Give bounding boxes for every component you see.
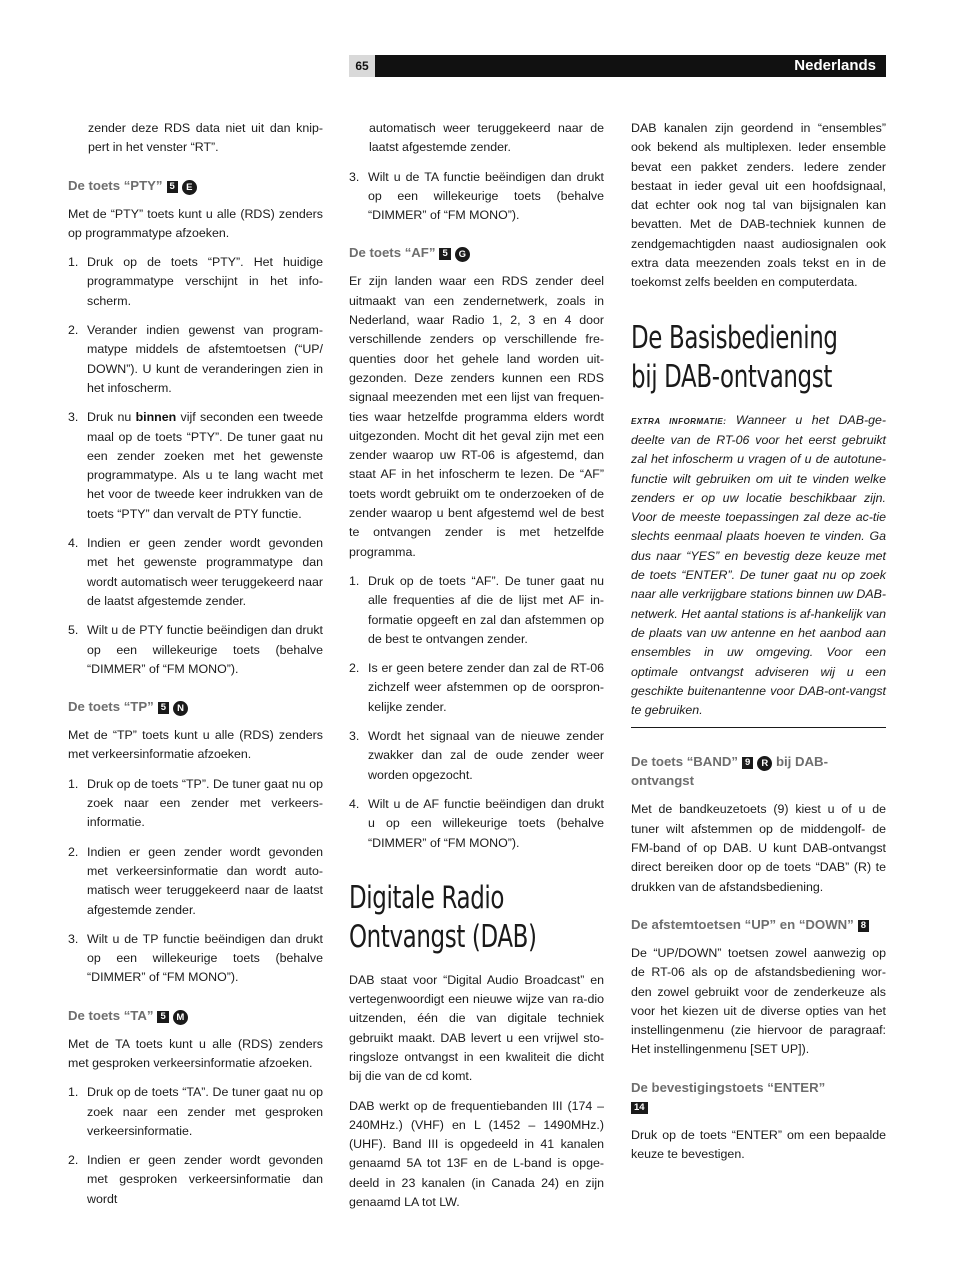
extra-info-label: EXTRA INFORMATIE: [631,416,727,426]
paragraph: automatisch weer teruggekeerd naar de laatst afgestemde zender. [369,121,604,155]
heading-pty: De toets “PTY” 5 E [68,176,323,195]
list-item: 2. Indien er geen zender wordt gevonden met verkeersinformatie dan wordt auto-matisch weer teruggekeerd naar de laatst afgestemde zender. [68,844,323,917]
key-badge: 5 [157,1011,168,1023]
paragraph: DAB staat voor “Digital Audio Broadcast” en vertegenwoordigt een nieuwe wijze van ra-dio uitzenden, één die van digitale techniek gebruikt maakt. DAB levert u een vrijwel sto-ringsloze ontvangst in een kwaliteit die dicht bij die van de cd komt. [349,972,604,1084]
remote-key-circle: M [173,1010,188,1025]
list-item: 2. Is er geen betere zender dan zal de RT-06 zichzelf weer afstemmen op de oorspron-kelijke zender. [349,661,604,714]
section-title-dab: Digitale Radio Ontvangst (DAB) [349,879,537,955]
extra-info-box: EXTRA INFORMATIE: Wanneer u het DAB-ge-deelte van de RT-06 voor het eerst gebruikt zal het infoscherm u vragen of u de autotune-functie wilt gebruiken om uit te vinden welke zenders er op uw locatie beschikbaar zijn. Voor de meeste toepassingen zal deze ac-tie slechts eenmaal plaats hoeven te vinden. Ga dus naar “YES” en bevestig deze keuze met de toets “ENTER”. De tuner gaat nu op zoek naar alle verkrijgbare stations binnen uw DAB-netwerk. Het aantal stations is af-hankelijk van de plaats van uw antenne en het aanbod aan ensembles in uw omgeving. Voor een optimale ontvangst adviseren wij u een geschikte buitenantenne voor DAB-ont-vangst te gebruiken. [631,411,886,729]
key-badge: 5 [439,248,450,260]
key-badge: 9 [742,757,753,769]
ta-steps-cont [349,168,604,226]
paragraph: DAB kanalen zijn geordend in “ensembles” ook bekend als multiplexen. Ieder ensemble bevat een pakket zenders. Iedere zender bestaat in ieder geval uit een hoofdsignaal, dat echter ook nog tal van bijsignalen kan bevatten. Met de DAB-techniek kunnen de zendgemachtigden naast audiosignalen ook extra data meezenden zoals tekst en in de toekomst zelfs beelden en computerdata. [631,121,886,290]
column-2 [349,119,604,1222]
heading-updown: De afstemtoetsen “UP” en “DOWN” 8 [631,915,886,934]
heading-band: De toets “BAND” 9 R bij DAB-ontvangst [631,754,828,789]
af-steps [349,572,604,853]
list-item: 4. Indien er geen zender wordt gevonden met het gewenste programmatype dan wordt automatisch weer teruggekeerd naar de laatst afgestemde zender. [68,536,323,608]
list-item: 1. Druk op de toets “TP”. De tuner gaat nu op zoek naar een zender met verkeers-informatie. [68,776,323,830]
list-item: 5. Wilt u de PTY functie beëindigen dan drukt op een willekeurige toets (behalve “DIMMER” of “FM MONO”). [68,623,323,676]
list-item: 3. Druk nu binnen vijf seconden een tweede maal op de toets “PTY”. De tuner gaat nu een zender zoeken met het gewenste programmatype. Als u te lang wacht met het voor de tweede keer indrukken van de toets “PTY” dan vervalt de PTY functie. [68,410,323,521]
list-item: 2. Indien er geen zender wordt gevonden met gesproken verkeersinformatie dan wordt [68,1153,323,1206]
list-item: 1. Druk op de toets “TA”. De tuner gaat nu op zoek naar een zender met gesproken verkeersinformatie. [68,1085,323,1138]
heading-ta: De toets “TA” 5 M [68,1006,323,1025]
paragraph: Met de “PTY” toets kunt u alle (RDS) zenders op programmatype afzoeken. [68,206,323,240]
remote-key-circle: N [173,701,188,716]
key-badge: 14 [631,1102,648,1114]
list-item: 1. Druk op de toets “PTY”. Het huidige programmatype verschijnt in het info-scherm. [68,255,323,308]
key-badge: 8 [858,920,869,932]
remote-key-circle: R [757,756,772,771]
column-3 [631,119,886,1174]
list-item: 3. Wordt het signaal van de nieuwe zender zwakker dan zal de oude zender weer worden opgezocht. [349,729,604,782]
paragraph: Er zijn landen waar een RDS zender deel uitmaakt van een zendernetwerk, zoals in Nederland, waar Radio 1, 2, 3 en 4 door verschillende zenders op verschillende fre-quenties door het gehele land worden uit-gezonden. Deze zenders kunnen een RDS signaal meezenden met een lijst van frequen-ties waar hetzelfde programma elders wordt uitgezonden. Mocht dit het geval zijn met een zender waarop uw RT-06 is afgestemd, dan staat AF in het infoscherm te lezen. De “AF” toets wordt gebruikt om te onderzoeken of de zender waarop u bent afgestemd wel de best te ontvangen zender is met hetzelfde programma. [349,274,604,559]
page-number: 65 [349,55,375,77]
remote-key-circle: E [182,180,197,195]
list-item: 3. Wilt u de TP functie beëindigen dan drukt op een willekeurige toets (behalve “DIMMER” of “FM MONO”). [68,931,323,985]
paragraph: Druk op de toets “ENTER” om een bepaalde keuze te bevestigen. [631,1127,886,1161]
paragraph: DAB werkt op de frequentiebanden III (174 – 240MHz.) (VHF) en L (1452 – 1490MHz.) (UHF). Band III is opgedeeld in 41 kanalen genaamd 5A tot 13F en de L-band is opge-deeld in 23 kanalen (in Canada 24) en zijn genaamd LA tot LW. [349,1098,604,1210]
paragraph: Met de “TP” toets kunt u alle (RDS) zenders met verkeersinformatie afzoeken. [68,728,323,762]
list-item: 1. Druk op de toets “AF”. De tuner gaat nu alle frequenties af die de lijst met AF in-formatie opgeeft en zal dan afstemmen op de best te ontvangen zender. [349,573,604,646]
ta-steps [68,1083,323,1209]
language-label: Nederlands [794,57,876,74]
heading-enter: De bevestigingstoets “ENTER” 14 [631,1079,826,1113]
column-1 [68,119,323,1219]
heading-af: De toets “AF” 5 G [349,243,604,262]
remote-key-circle: G [455,247,470,262]
key-badge: 5 [167,181,178,193]
paragraph: zender deze RDS data niet uit dan knip-pert in het venster “RT”. [88,121,323,155]
paragraph: Met de TA toets kunt u alle (RDS) zenders met gesproken verkeersinformatie afzoeken. [68,1036,323,1070]
key-badge: 5 [158,702,169,714]
tp-steps [68,775,323,988]
pty-steps [68,253,323,679]
section-title-basis: De Basisbediening bij DAB-ontvangst [631,319,838,395]
list-item: 2. Verander indien gewenst van program-matype middels de afstemtoetsen (“UP/ DOWN”). U kunt de veranderingen zien in het infoscherm. [68,323,323,395]
list-item: 3. Wilt u de TA functie beëindigen dan drukt op een willekeurige toets (behalve “DIMMER” of “FM MONO”). [349,169,604,223]
list-item: 4. Wilt u de AF functie beëindigen dan drukt u op een willekeurige toets (behalve “DIMMER” of “FM MONO”). [349,796,604,850]
paragraph: De “UP/DOWN” toetsen zowel aanwezig op de RT-06 als op de afstandsbediening wor-den zowel gebruikt voor de zenderkeuze als voor het kiezen uit de diverse opties van het instellingenmenu (zie hiervoor de paragraaf: Het instellingenmenu [SET UP]). [631,945,886,1057]
paragraph: Met de bandkeuzetoets (9) kiest u of u de tuner wilt afstemmen op de middengolf- de FM-band of op DAB. U kunt DAB-ontvangst direct bereiken door op de toets “DAB” (R) te drukken van de afstandsbediening. [631,802,886,894]
heading-tp: De toets “TP” 5 N [68,697,323,716]
